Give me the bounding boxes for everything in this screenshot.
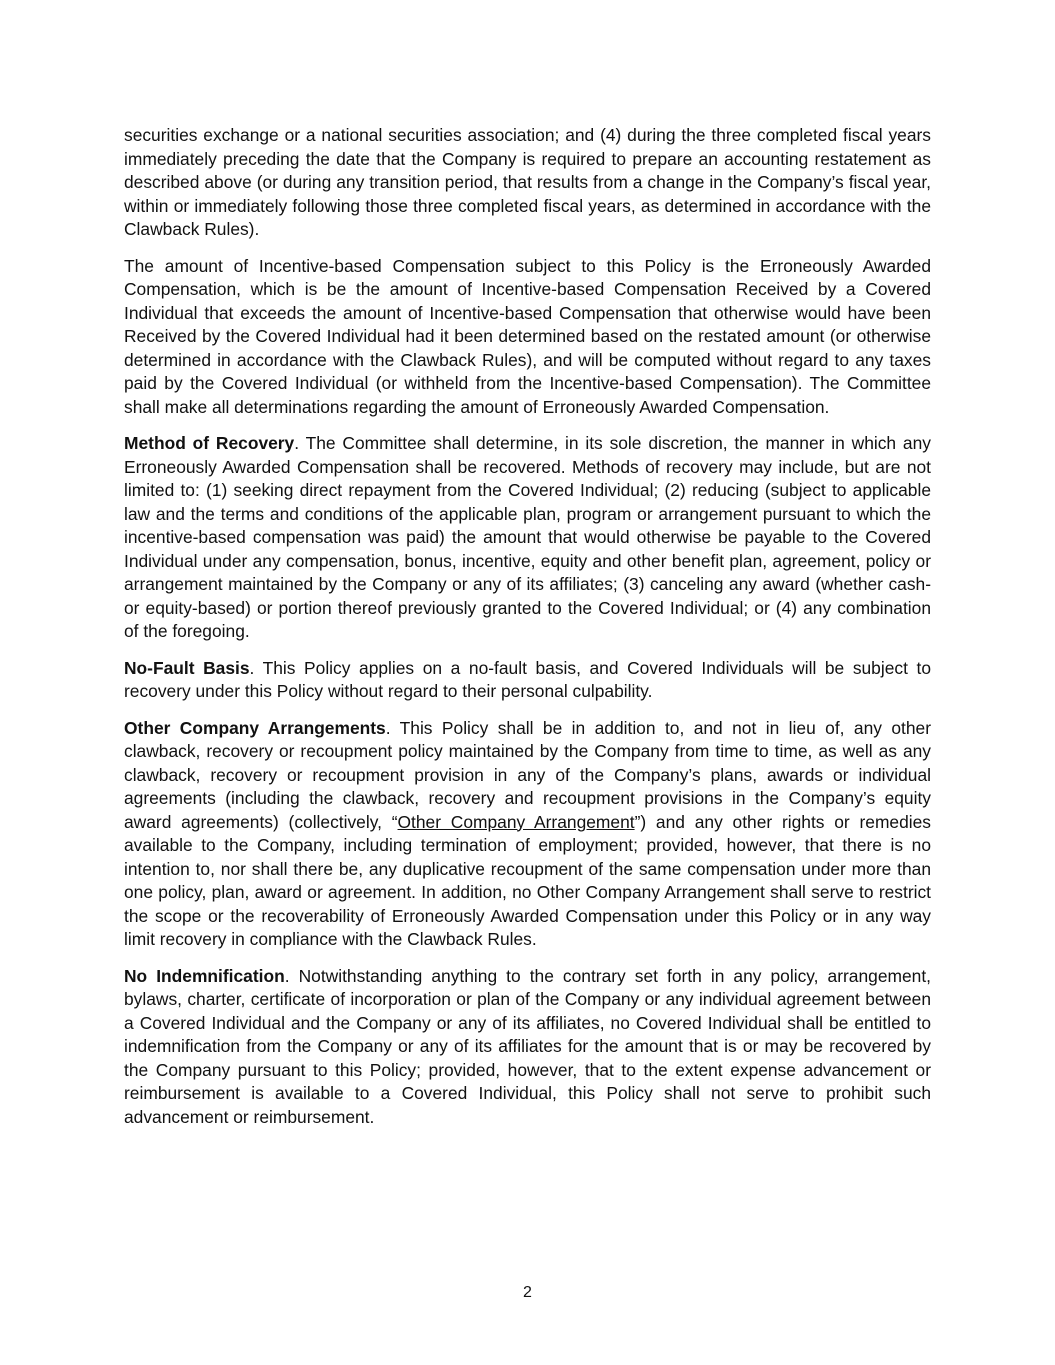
- section-heading-no-indemnification: No Indemnification: [124, 965, 285, 986]
- paragraph-no-fault-basis: [124, 657, 931, 704]
- section-heading-no-fault-basis: No-Fault Basis: [124, 657, 250, 678]
- paragraph-text: ”) and any other rights or remedies available to the Company, including termination of employment; provided, however, that there is no intention to, nor shall there be, any duplicative recoupment of the same compensation under more than one policy, plan, award or agreement. In addition, no Other Company Arrangement shall serve to restrict the scope or the recoverability of Erroneously Awarded Compensation under this Policy or in any way limit recovery in compliance with the Clawback Rules.: [124, 811, 932, 949]
- paragraph-method-of-recovery: [124, 432, 931, 644]
- paragraph-text: . This Policy shall be in addition to, and not in lieu of, any other clawback, recovery or recoupment policy maintained by the Company from time to time, as well as any clawback, recovery or recoupment provision in any of the Company’s plans, awards or individual agreements (including the clawback, recovery and recoupment provisions in the Company’s equity award agreements) (collectively, “: [124, 717, 931, 832]
- paragraph-text: . The Committee shall determine, in its sole discretion, the manner in which any Erroneously Awarded Compensation shall be recovered. Methods of recovery may include, but are not limited to: (1) seeking direct repayment from the Covered Individual; (2) reducing (subject to applicable law and the terms and conditions of the applicable plan, program or arrangement pursuant to which the incentive-based compensation was paid) the amount that would otherwise be payable to the Covered Individual under any compensation, bonus, incentive, equity and other benefit plan, agreement, policy or arrangement maintained by the Company or any of its affiliates; (3) canceling any award (whether cash- or equity-based) or portion thereof previously granted to the Covered Individual; or (4) any combination of the foregoing.: [124, 433, 931, 641]
- paragraph-lookback-period: securities exchange or a national securities association; and (4) during the three completed fiscal years immediately preceding the date that the Company is required to prepare an accounting restatement as described above (or during any transition period, that results from a change in the Company’s fiscal year, within or immediately following those three completed fiscal years, as determined in accordance with the Clawback Rules).: [124, 125, 931, 239]
- page-number: 2: [523, 1284, 532, 1301]
- document-page: [124, 124, 931, 1142]
- paragraph-text: . This Policy applies on a no-fault basis, and Covered Individuals will be subject to recovery under this Policy without regard to their personal culpability.: [124, 657, 931, 701]
- paragraph-no-indemnification: [124, 965, 931, 1130]
- paragraph-erroneous-compensation-amount: The amount of Incentive-based Compensation subject to this Policy is the Erroneously Awarded Compensation, which is be the amount of Incentive-based Compensation Received by a Covered Individual that exceeds the amount of Incentive-based Compensation that otherwise would have been Received by the Covered Individual had it been determined based on the restated amount (or otherwise determined in accordance with the Clawback Rules), and will be computed without regard to any taxes paid by the Covered Individual (or withheld from the Incentive-based Compensation). The Committee shall make all determinations regarding the amount of Erroneously Awarded Compensation.: [124, 255, 931, 417]
- paragraph-text: . Notwithstanding anything to the contrary set forth in any policy, arrangement, bylaws, charter, certificate of incorporation or plan of the Company or any individual agreement between a Covered Individual and the Company or any of its affiliates, no Covered Individual shall be entitled to indemnification from the Company or any of its affiliates for the amount that is or may be recovered by the Company pursuant to this Policy; provided, however, that to the extent expense advancement or reimbursement is available to a Covered Individual, this Policy shall not serve to prohibit such advancement or reimbursement.: [124, 965, 931, 1127]
- section-heading-other-company-arrangements: Other Company Arrangements: [124, 717, 386, 738]
- paragraph-other-company-arrangements: [124, 717, 931, 952]
- defined-term: Other Company Arrangement: [397, 811, 635, 832]
- section-heading-method-of-recovery: Method of Recovery: [124, 433, 295, 453]
